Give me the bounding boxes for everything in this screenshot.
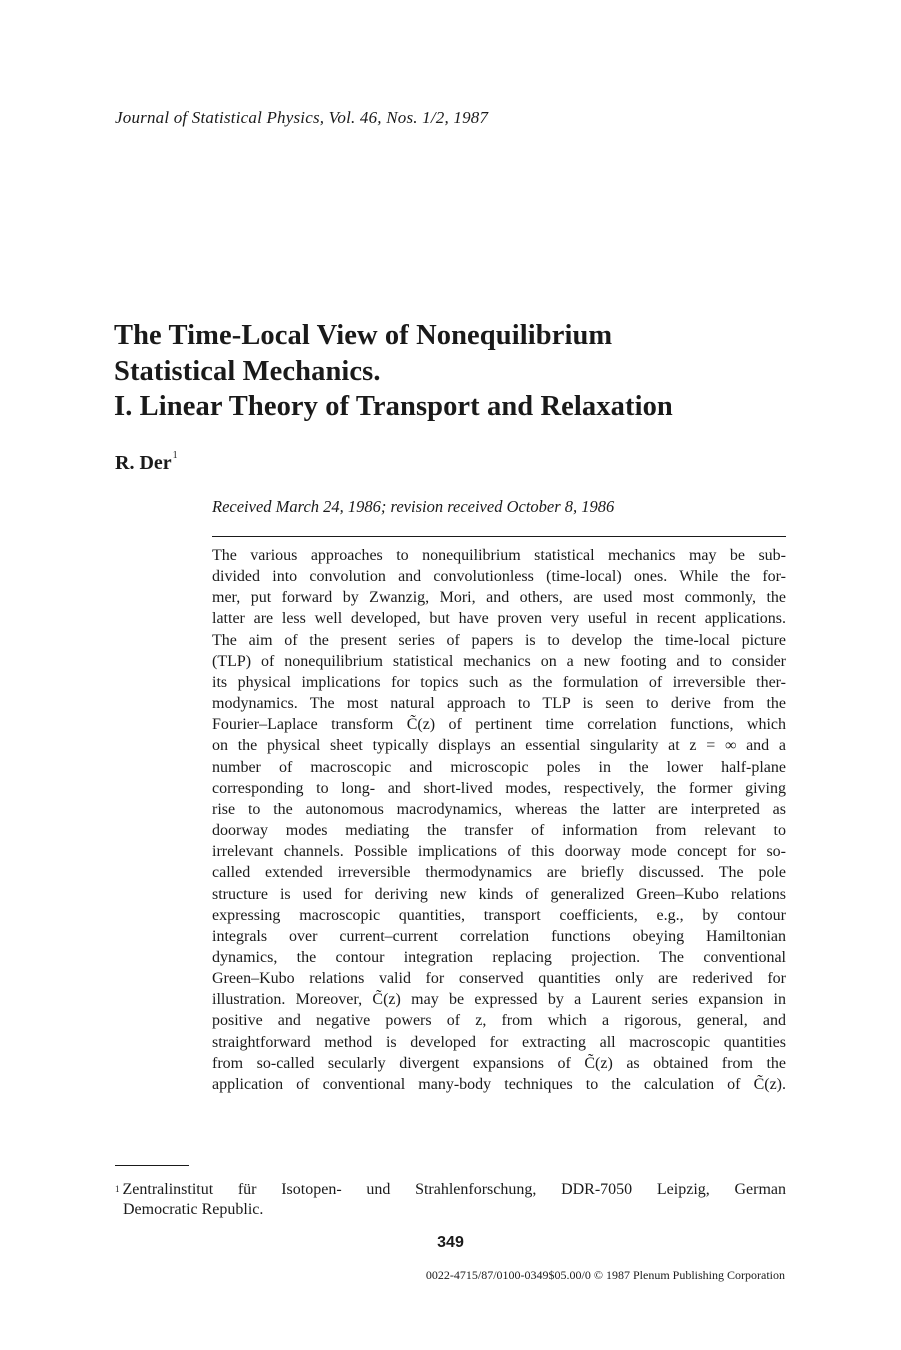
abstract-line: modynamics. The most natural approach to TLP is seen to derive from the: [212, 695, 786, 713]
abstract-line: number of macroscopic and microscopic poles in the lower half-plane: [212, 758, 786, 776]
abstract-line: mer, put forward by Zwanzig, Mori, and others, are used most commonly, the: [212, 589, 786, 607]
author-line: [115, 452, 178, 475]
abstract-line: doorway modes mediating the transfer of information from relevant to: [212, 822, 786, 840]
abstract-line: its physical implications for topics such as the formulation of irreversible ther-: [212, 673, 786, 691]
abstract-line: integrals over current–current correlation functions obeying Hamiltonian: [212, 927, 786, 945]
author-footnote-mark: 1: [172, 450, 178, 461]
abstract-line: on the physical sheet typically displays an essential singularity at z = ∞ and a: [212, 737, 786, 755]
abstract-line: structure is used for deriving new kinds of generalized Green–Kubo relations: [212, 885, 786, 903]
author-name: R. Der: [115, 452, 172, 474]
abstract-line: illustration. Moreover, C̃(z) may be expressed by a Laurent series expansion in: [212, 991, 786, 1009]
title-line: Statistical Mechanics.: [114, 355, 381, 387]
abstract-line: divided into convolution and convolutionless (time-local) ones. While the for-: [212, 568, 786, 586]
abstract-line: The aim of the present series of papers is to develop the time-local picture: [212, 631, 786, 649]
abstract-line: (TLP) of nonequilibrium statistical mechanics on a new footing and to consider: [212, 652, 786, 670]
footnote-affiliation: Zentralinstitut für Isotopen- und Strahlenforschung, DDR-7050 Leipzig, German: [122, 1181, 786, 1198]
abstract-line: The various approaches to nonequilibrium statistical mechanics may be sub-: [212, 547, 786, 564]
abstract-divider: [212, 536, 786, 537]
footnote-divider: [115, 1165, 189, 1166]
abstract-line: Fourier–Laplace transform C̃(z) of pertinent time correlation functions, which: [212, 716, 786, 734]
abstract-line: application of conventional many-body techniques to the calculation of C̃(z).: [212, 1075, 786, 1093]
abstract-line: latter are less well developed, but have proven very useful in recent applications.: [212, 610, 786, 628]
abstract-line: corresponding to long- and short-lived modes, respectively, the former giving: [212, 779, 786, 797]
footnote-line: Democratic Republic.: [123, 1201, 264, 1218]
abstract-line: called extended irreversible thermodynamics are briefly discussed. The pole: [212, 864, 786, 882]
page-number: 349: [437, 1234, 464, 1251]
abstract-line: expressing macroscopic quantities, transport coefficients, e.g., by contour: [212, 906, 786, 924]
abstract-line: rise to the autonomous macrodynamics, whereas the latter are interpreted as: [212, 800, 786, 818]
abstract-line: from so-called secularly divergent expansions of C̃(z) as obtained from the: [212, 1054, 786, 1072]
abstract: [212, 545, 786, 1095]
abstract-line: positive and negative powers of z, from which a rigorous, general, and: [212, 1012, 786, 1030]
title-line: The Time-Local View of Nonequilibrium: [114, 320, 613, 351]
abstract-line: irrelevant channels. Possible implications of this doorway mode concept for so-: [212, 843, 786, 861]
received-dates: Received March 24, 1986; revision received October 8, 1986: [212, 497, 615, 516]
footnote: [115, 1180, 786, 1220]
abstract-line: straightforward method is developed for extracting all macroscopic quantities: [212, 1033, 786, 1051]
abstract-line: Green–Kubo relations valid for conserved quantities only are rederived for: [212, 970, 786, 988]
paper-title: [114, 318, 814, 425]
copyright-line: 0022-4715/87/0100-0349$05.00/0 © 1987 Plenum Publishing Corporation: [425, 1268, 785, 1282]
footnote-mark: 1: [115, 1184, 120, 1194]
abstract-line: dynamics, the contour integration replacing projection. The conventional: [212, 948, 786, 966]
journal-citation: Journal of Statistical Physics, Vol. 46, Nos. 1/2, 1987: [115, 108, 489, 127]
title-line: I. Linear Theory of Transport and Relaxation: [114, 391, 673, 422]
footnote-line: [115, 1180, 786, 1200]
